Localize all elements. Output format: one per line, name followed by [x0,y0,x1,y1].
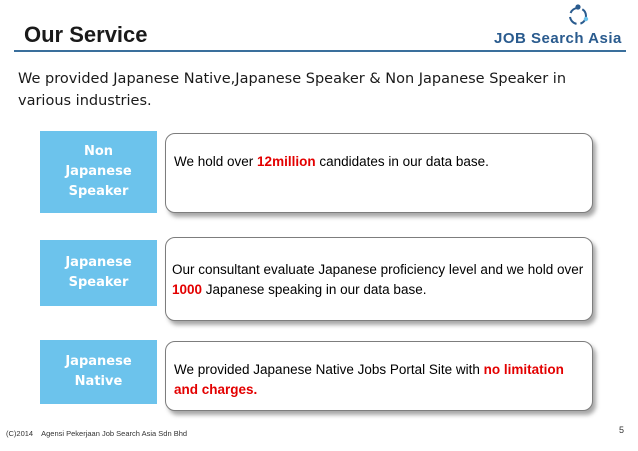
card-text: We provided Japanese Native Jobs Portal Site with [174,362,484,377]
card-highlight: 12million [257,154,316,169]
card-text: We hold over [174,154,258,169]
tag-non-japanese-speaker: Non Japanese Speaker [40,131,157,213]
service-card-1 [165,133,593,213]
title-divider [14,50,626,52]
page-number: 5 [618,425,624,435]
intro-text: We provided Japanese Native,Japanese Speaker & Non Japanese Speaker in various industries. [18,71,567,109]
card-text: candidates in our data base. [315,154,489,169]
footer-copyright: (C)2014 [6,429,34,438]
service-card-2 [165,237,593,321]
card-text: Our consultant evaluate Japanese proficiency level and we hold over [172,262,584,277]
tag-japanese-speaker: Japanese Speaker [40,240,157,306]
logo-ring-icon [566,4,590,28]
tag-japanese-native: Japanese Native [40,340,157,404]
company-logo [494,4,634,48]
footer-company: Agensi Pekerjaan Job Search Asia Sdn Bhd [41,429,188,438]
page-title: Our Service [24,22,148,47]
service-card-3 [165,341,593,411]
card-highlight: no limitation and charges. [174,362,564,397]
footer [6,429,187,438]
card-highlight: 1000 [172,282,203,297]
card-text: Japanese speaking in our data base. [202,282,427,297]
logo-text: JOB Search Asia [494,30,622,47]
